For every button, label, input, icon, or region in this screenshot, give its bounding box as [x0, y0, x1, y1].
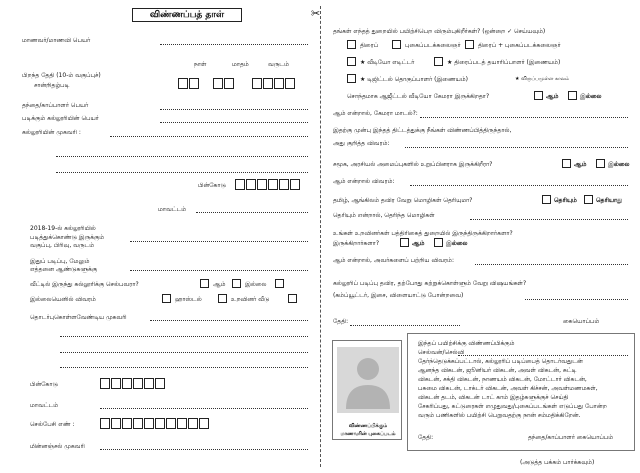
- decl-line-1: இந்தப் பயிற்சிக்கு விண்ணப்பிக்கும்: [418, 340, 515, 347]
- extra-question-2: (கம்ப்யூட்டர், இசை, விளையாட்டு போன்றவை): [333, 292, 464, 299]
- digital-host-label: ★ டிஜிட்டல் தொகுப்பாளர் (இணையம்): [360, 76, 468, 83]
- social-yes-checkbox[interactable]: [562, 159, 571, 168]
- cut-line: [320, 6, 321, 467]
- dob-label-2: சான்றிதழ்படி: [34, 82, 70, 89]
- relatives-question-2: இருக்கிறார்களா?: [333, 240, 380, 247]
- decl-date-label: தேதி:: [418, 434, 434, 441]
- social-yes-label: ஆம்: [574, 161, 587, 168]
- direction-photo-label: திரைப் + புகைப்படக்கலைஞர்: [478, 42, 561, 49]
- pincode-boxes[interactable]: [235, 179, 301, 190]
- years-label-2: எத்தனை ஆண்டுகளுக்கு: [30, 266, 98, 273]
- camera-no-label: இல்லை: [580, 93, 602, 100]
- camera-model-label: ஆம் என்றால், கேமரா மாடல்?:: [333, 110, 418, 117]
- applied-before-label: இதற்கு முன்பு இந்தத் திட்டத்துக்கு நீங்கள் விண்ணப்பித்திருந்தால்,: [333, 127, 512, 134]
- district-label: மாவட்டம்: [158, 206, 187, 213]
- dob-day-boxes[interactable]: [178, 78, 200, 89]
- decl-line-5: விகடன், சக்தி விகடன், நாணயம் விகடன், மோட்டார் விகடன்,: [418, 376, 587, 383]
- applied-detail-field[interactable]: [405, 147, 628, 148]
- college-name-label: படிக்கும் கல்லூரியின் பெயர்: [22, 115, 99, 122]
- camera-model-field[interactable]: [420, 117, 628, 118]
- month-col-label: மாதம்: [232, 61, 249, 68]
- direction-checkbox[interactable]: [347, 40, 356, 49]
- lang-not-checkbox[interactable]: [584, 195, 593, 204]
- pincode2-boxes[interactable]: [100, 378, 166, 389]
- language-question: தமிழ், ஆங்கிலம் தவிர வேறு மொழிகள் தெரியுமா?: [333, 197, 473, 204]
- relatives-question-1: உங்கள் உறவினர்கள் பத்திரிகைத் துறையில் இருந்திருக்கிறார்களா?: [333, 230, 513, 237]
- social-detail-label: ஆம் என்றால் விவரம்:: [333, 178, 395, 185]
- date-label: தேதி:: [333, 318, 349, 325]
- decl-line-4: ஆனந்த விகடன், ஜூனியர் விகடன், அவள் விகடன், சுட்டி: [418, 367, 577, 374]
- else-detail-label: இல்லையெனில் விவரம்: [30, 296, 96, 303]
- next-page-note: (அடுத்த பக்கம் பார்க்கவும்): [520, 459, 595, 466]
- district-field[interactable]: [196, 212, 308, 213]
- relatives-yes-label: ஆம்: [412, 240, 425, 247]
- years-label-1: இதுப் படிப்பு, மேலும்: [30, 258, 90, 265]
- email-label: மின்னஞ்சல் முகவரி: [30, 443, 85, 450]
- contact-address-label: தொடர்புகொள்ளவேண்டிய முகவரி: [30, 314, 127, 321]
- photo-caption-2: மாணவரின் புகைப்படம்: [340, 431, 396, 437]
- extra-question-1: கல்லூரிப் படிப்பு தவிர, தற்போது கற்றுக்கொள்ளும் வேறு விஷயங்கள்?: [333, 280, 527, 287]
- decl-line-2: செல்வன்/செல்வி: [418, 349, 465, 356]
- dob-label: பிறந்த தேதி (10-ம் வகுப்புச்): [22, 72, 101, 79]
- social-no-checkbox[interactable]: [596, 159, 605, 168]
- video-editor-checkbox[interactable]: [347, 57, 356, 66]
- film-producer-checkbox[interactable]: [434, 57, 443, 66]
- video-editor-label: ★ வீடியோ எடிட்டர்: [360, 59, 415, 66]
- declaration-box: [407, 333, 635, 451]
- district2-field[interactable]: [100, 408, 308, 409]
- film-producer-label: ★ திரைப்படத் தயாரிப்பாளர் (இணையம்): [447, 59, 561, 66]
- email-field[interactable]: [100, 449, 308, 450]
- mobile-label: செல்பேசி எண் :: [30, 421, 75, 428]
- home-yes-label: ஆம்: [213, 281, 226, 288]
- own-camera-question: சொந்தமாக ஆஜீட்டல் வீடியோ கேமரா இருக்கிறதா?: [347, 93, 490, 100]
- decl-line-8: சேகரிப்பது, கட்டுரைகள் எழுதுவது/புகைப்படங்கள் எடுப்பது போன்ற: [418, 403, 607, 410]
- hostel-label: ஹாஸ்டல்: [175, 296, 202, 303]
- contact-address-line-4[interactable]: [60, 367, 308, 368]
- college-address-line-3[interactable]: [56, 172, 308, 173]
- contact-address-line-1[interactable]: [150, 320, 308, 321]
- decl-line-7: விகடன் தடம், விகடன் டாட் காம் இதழ்களுக்குச் செய்தி: [418, 394, 569, 401]
- relatives-detail-field[interactable]: [475, 264, 628, 265]
- college-address-label: கல்லூரியின் முகவரி :: [22, 129, 81, 136]
- college-address-line-1[interactable]: [110, 136, 308, 137]
- scissors-icon: ✂: [311, 7, 321, 20]
- pincode-label: பின்கோடு: [198, 182, 226, 189]
- field-question: தங்கள் எந்தத் துறையில் பயிற்சிபெற விரும்புகிறீர்கள்? (ஒன்றை ✓ செய்யவும்): [333, 28, 546, 35]
- dob-month-boxes[interactable]: [213, 78, 235, 89]
- student-name-label: மாணவர்/மாணவி பெயர்: [22, 37, 91, 44]
- camera-yes-label: ஆம்: [546, 93, 559, 100]
- mobile-boxes[interactable]: [100, 418, 210, 429]
- pincode2-label: பின்கோடு: [30, 381, 58, 388]
- known-languages-field[interactable]: [470, 219, 628, 220]
- relatives-no-label: இல்லை: [446, 240, 468, 247]
- decl-line-6: பசுமை விகடன், டாக்டர் விகடன், அவள் கிச்சன், அவள்மணமகள்,: [418, 385, 598, 392]
- camera-no-checkbox[interactable]: [568, 91, 577, 100]
- photo-box[interactable]: [332, 340, 402, 440]
- academic-year-label: 2018-19-ல் கல்லூரியில்: [30, 225, 96, 232]
- camera-label: புகைப்படக்கலைஞர்: [405, 42, 461, 49]
- dob-year-boxes[interactable]: [252, 78, 296, 89]
- camera-checkbox[interactable]: [392, 40, 401, 49]
- home-yes-checkbox[interactable]: [200, 279, 209, 288]
- relatives-yes-checkbox[interactable]: [400, 238, 409, 247]
- relative-checkbox[interactable]: [218, 294, 227, 303]
- home-no-checkbox-2[interactable]: [275, 279, 284, 288]
- contact-address-line-2[interactable]: [60, 336, 308, 337]
- hostel-checkbox[interactable]: [162, 294, 171, 303]
- course-label-2: வகுப்பு, பிரிவு, வருடம்: [30, 242, 95, 249]
- direction-photo-checkbox[interactable]: [465, 40, 474, 49]
- form-title: விண்ணப்பத் தாள்: [132, 8, 242, 22]
- course-field[interactable]: [130, 241, 308, 242]
- relative-checkbox-2[interactable]: [288, 294, 297, 303]
- contact-address-line-3[interactable]: [60, 352, 308, 353]
- district2-label: மாவட்டம்: [30, 402, 59, 409]
- parent-name-label: தந்தை/காப்பாளர் பெயர்: [22, 102, 89, 109]
- year-col-label: வருடம்: [268, 61, 289, 68]
- applied-detail-label: அது குறித்த விவரம்:: [333, 140, 390, 147]
- relative-label: உறவினர் வீடு: [231, 296, 270, 303]
- relatives-no-checkbox[interactable]: [434, 238, 443, 247]
- college-name-field[interactable]: [160, 122, 308, 123]
- social-no-label: இல்லை: [608, 161, 630, 168]
- lang-not-label: தெரியாது: [596, 197, 623, 204]
- years-field[interactable]: [130, 270, 308, 271]
- lang-knows-label: தெரியும்: [554, 197, 577, 204]
- lang-knows-checkbox[interactable]: [542, 195, 551, 204]
- silhouette-head: [357, 358, 379, 380]
- extra-field[interactable]: [525, 299, 628, 300]
- signature-label: கையொப்பம்: [563, 318, 600, 325]
- parent-name-field[interactable]: [160, 109, 308, 110]
- camera-yes-checkbox[interactable]: [534, 91, 543, 100]
- photo-caption-1: விண்ணப்பிக்கும்: [348, 423, 388, 429]
- social-question: சமூக, அரசியல் அமைப்புகளில் உறுப்பினராக இருக்கிறீரா?: [333, 161, 493, 168]
- decl-name-field[interactable]: [458, 355, 628, 356]
- known-languages-label: தெரியும் என்றால், தெரிந்த மொழிகள்: [333, 212, 435, 219]
- relatives-detail-label: ஆம் என்றால், அவர்களைப் பற்றிய விவரம்:: [333, 257, 454, 264]
- home-no-checkbox[interactable]: [232, 279, 241, 288]
- course-label-1: படித்துக்கொண்டு இருக்கும்: [30, 234, 105, 241]
- social-detail-field[interactable]: [410, 185, 628, 186]
- direction-label: திரைப்: [360, 42, 379, 49]
- home-question: வீட்டில் இருந்து கல்லூரிக்கு செல்பவரா?: [30, 281, 139, 288]
- decl-line-9: வரும் பணிகளில் பயிற்சி பெறுவதற்கு நான் சம்மதிக்கிறேன்.: [418, 412, 581, 419]
- home-no-label: இல்லை: [245, 281, 267, 288]
- star-note: ★ விருப்பமுள்ள காலம்: [515, 76, 569, 82]
- digital-host-checkbox[interactable]: [347, 74, 356, 83]
- decl-sign-label: தந்தை/காப்பாளர் கையொப்பம்: [528, 434, 614, 441]
- college-address-line-2[interactable]: [56, 156, 308, 157]
- student-name-field[interactable]: [160, 44, 308, 45]
- decl-line-3: தேர்ந்தெடுக்கப்பட்டால், கல்லூரிப் படிப்பைத் தொடர்வதுடன்: [418, 358, 583, 365]
- date-field[interactable]: [350, 325, 460, 326]
- date-col-label: நாள்: [194, 61, 207, 68]
